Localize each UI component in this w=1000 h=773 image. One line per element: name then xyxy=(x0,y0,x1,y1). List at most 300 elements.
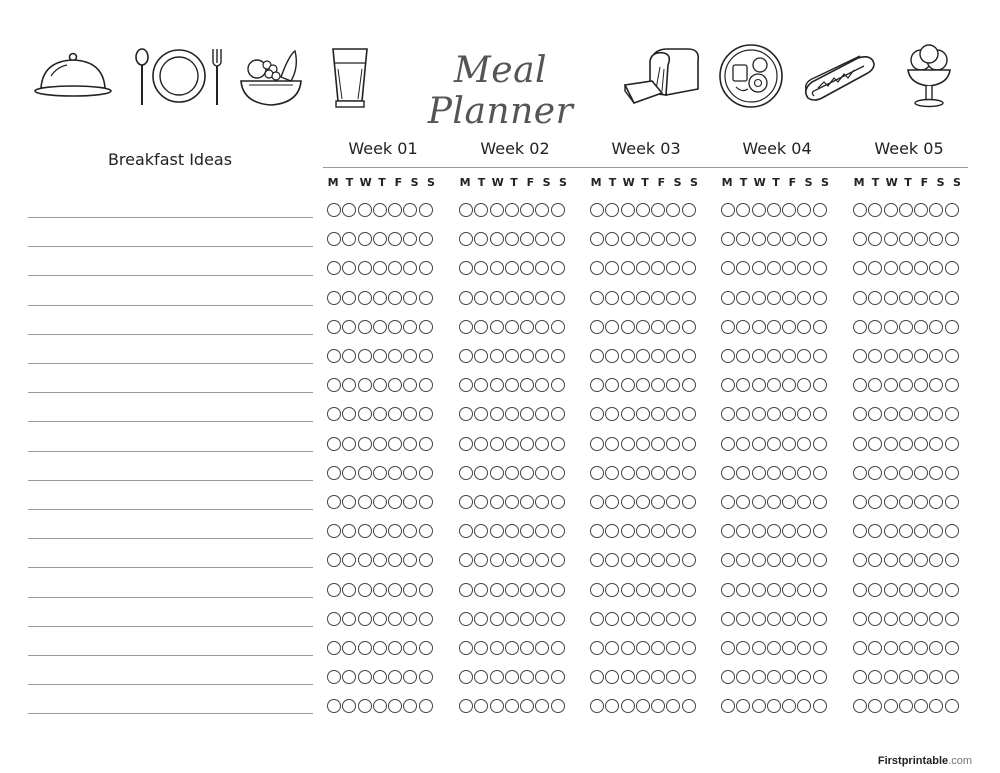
day-checkbox[interactable] xyxy=(551,524,565,538)
day-checkbox[interactable] xyxy=(459,524,473,538)
day-checkbox[interactable] xyxy=(651,203,665,217)
day-checkbox[interactable] xyxy=(899,524,913,538)
day-checkbox[interactable] xyxy=(459,583,473,597)
day-checkbox[interactable] xyxy=(899,203,913,217)
day-checkbox[interactable] xyxy=(899,670,913,684)
day-checkbox[interactable] xyxy=(914,378,928,392)
day-checkbox[interactable] xyxy=(929,437,943,451)
day-checkbox[interactable] xyxy=(373,407,387,421)
day-checkbox[interactable] xyxy=(403,612,417,626)
day-checkbox[interactable] xyxy=(490,407,504,421)
day-checkbox[interactable] xyxy=(590,641,604,655)
day-checkbox[interactable] xyxy=(327,378,341,392)
writing-line[interactable] xyxy=(28,509,313,510)
writing-line[interactable] xyxy=(28,421,313,422)
day-checkbox[interactable] xyxy=(535,641,549,655)
day-checkbox[interactable] xyxy=(403,203,417,217)
day-checkbox[interactable] xyxy=(636,641,650,655)
day-checkbox[interactable] xyxy=(666,291,680,305)
day-checkbox[interactable] xyxy=(327,553,341,567)
day-checkbox[interactable] xyxy=(505,466,519,480)
day-checkbox[interactable] xyxy=(797,232,811,246)
day-checkbox[interactable] xyxy=(767,612,781,626)
day-checkbox[interactable] xyxy=(682,612,696,626)
day-checkbox[interactable] xyxy=(388,612,402,626)
day-checkbox[interactable] xyxy=(520,466,534,480)
day-checkbox[interactable] xyxy=(666,349,680,363)
day-checkbox[interactable] xyxy=(884,466,898,480)
writing-line[interactable] xyxy=(28,275,313,276)
day-checkbox[interactable] xyxy=(721,466,735,480)
day-checkbox[interactable] xyxy=(721,524,735,538)
day-checkbox[interactable] xyxy=(490,437,504,451)
day-checkbox[interactable] xyxy=(474,407,488,421)
day-checkbox[interactable] xyxy=(914,291,928,305)
day-checkbox[interactable] xyxy=(721,378,735,392)
day-checkbox[interactable] xyxy=(605,553,619,567)
day-checkbox[interactable] xyxy=(590,583,604,597)
day-checkbox[interactable] xyxy=(868,407,882,421)
day-checkbox[interactable] xyxy=(342,349,356,363)
day-checkbox[interactable] xyxy=(358,349,372,363)
day-checkbox[interactable] xyxy=(590,524,604,538)
day-checkbox[interactable] xyxy=(782,495,796,509)
day-checkbox[interactable] xyxy=(813,232,827,246)
day-checkbox[interactable] xyxy=(666,261,680,275)
day-checkbox[interactable] xyxy=(884,641,898,655)
day-checkbox[interactable] xyxy=(782,232,796,246)
day-checkbox[interactable] xyxy=(636,261,650,275)
day-checkbox[interactable] xyxy=(752,641,766,655)
day-checkbox[interactable] xyxy=(474,232,488,246)
day-checkbox[interactable] xyxy=(621,291,635,305)
day-checkbox[interactable] xyxy=(605,612,619,626)
day-checkbox[interactable] xyxy=(721,349,735,363)
day-checkbox[interactable] xyxy=(459,261,473,275)
day-checkbox[interactable] xyxy=(590,203,604,217)
day-checkbox[interactable] xyxy=(535,349,549,363)
day-checkbox[interactable] xyxy=(782,349,796,363)
day-checkbox[interactable] xyxy=(782,407,796,421)
day-checkbox[interactable] xyxy=(721,612,735,626)
day-checkbox[interactable] xyxy=(551,612,565,626)
day-checkbox[interactable] xyxy=(752,407,766,421)
day-checkbox[interactable] xyxy=(736,612,750,626)
day-checkbox[interactable] xyxy=(419,378,433,392)
day-checkbox[interactable] xyxy=(490,495,504,509)
day-checkbox[interactable] xyxy=(782,524,796,538)
day-checkbox[interactable] xyxy=(551,699,565,713)
day-checkbox[interactable] xyxy=(752,291,766,305)
day-checkbox[interactable] xyxy=(520,699,534,713)
day-checkbox[interactable] xyxy=(899,495,913,509)
day-checkbox[interactable] xyxy=(813,437,827,451)
day-checkbox[interactable] xyxy=(797,291,811,305)
day-checkbox[interactable] xyxy=(590,437,604,451)
day-checkbox[interactable] xyxy=(752,699,766,713)
day-checkbox[interactable] xyxy=(459,670,473,684)
day-checkbox[interactable] xyxy=(914,524,928,538)
day-checkbox[interactable] xyxy=(551,407,565,421)
day-checkbox[interactable] xyxy=(342,261,356,275)
day-checkbox[interactable] xyxy=(535,524,549,538)
day-checkbox[interactable] xyxy=(945,320,959,334)
day-checkbox[interactable] xyxy=(651,349,665,363)
day-checkbox[interactable] xyxy=(621,378,635,392)
day-checkbox[interactable] xyxy=(721,261,735,275)
day-checkbox[interactable] xyxy=(868,203,882,217)
day-checkbox[interactable] xyxy=(884,203,898,217)
day-checkbox[interactable] xyxy=(914,320,928,334)
day-checkbox[interactable] xyxy=(551,203,565,217)
day-checkbox[interactable] xyxy=(327,524,341,538)
day-checkbox[interactable] xyxy=(736,466,750,480)
day-checkbox[interactable] xyxy=(813,466,827,480)
day-checkbox[interactable] xyxy=(868,232,882,246)
day-checkbox[interactable] xyxy=(899,466,913,480)
day-checkbox[interactable] xyxy=(419,320,433,334)
day-checkbox[interactable] xyxy=(419,261,433,275)
writing-line[interactable] xyxy=(28,538,313,539)
day-checkbox[interactable] xyxy=(651,641,665,655)
day-checkbox[interactable] xyxy=(899,699,913,713)
day-checkbox[interactable] xyxy=(459,612,473,626)
day-checkbox[interactable] xyxy=(551,378,565,392)
day-checkbox[interactable] xyxy=(736,699,750,713)
day-checkbox[interactable] xyxy=(899,583,913,597)
day-checkbox[interactable] xyxy=(403,291,417,305)
day-checkbox[interactable] xyxy=(388,670,402,684)
day-checkbox[interactable] xyxy=(666,203,680,217)
day-checkbox[interactable] xyxy=(797,466,811,480)
day-checkbox[interactable] xyxy=(520,378,534,392)
day-checkbox[interactable] xyxy=(666,612,680,626)
day-checkbox[interactable] xyxy=(945,349,959,363)
day-checkbox[interactable] xyxy=(505,437,519,451)
day-checkbox[interactable] xyxy=(505,291,519,305)
day-checkbox[interactable] xyxy=(767,495,781,509)
day-checkbox[interactable] xyxy=(551,553,565,567)
day-checkbox[interactable] xyxy=(797,378,811,392)
day-checkbox[interactable] xyxy=(474,670,488,684)
day-checkbox[interactable] xyxy=(342,203,356,217)
day-checkbox[interactable] xyxy=(782,583,796,597)
day-checkbox[interactable] xyxy=(342,407,356,421)
day-checkbox[interactable] xyxy=(797,261,811,275)
day-checkbox[interactable] xyxy=(419,495,433,509)
day-checkbox[interactable] xyxy=(342,320,356,334)
day-checkbox[interactable] xyxy=(327,437,341,451)
day-checkbox[interactable] xyxy=(358,583,372,597)
day-checkbox[interactable] xyxy=(327,641,341,655)
day-checkbox[interactable] xyxy=(736,641,750,655)
day-checkbox[interactable] xyxy=(797,495,811,509)
day-checkbox[interactable] xyxy=(736,378,750,392)
day-checkbox[interactable] xyxy=(590,378,604,392)
day-checkbox[interactable] xyxy=(682,407,696,421)
day-checkbox[interactable] xyxy=(914,437,928,451)
day-checkbox[interactable] xyxy=(767,583,781,597)
day-checkbox[interactable] xyxy=(590,699,604,713)
day-checkbox[interactable] xyxy=(721,320,735,334)
day-checkbox[interactable] xyxy=(752,553,766,567)
day-checkbox[interactable] xyxy=(605,349,619,363)
day-checkbox[interactable] xyxy=(490,320,504,334)
day-checkbox[interactable] xyxy=(373,612,387,626)
day-checkbox[interactable] xyxy=(621,641,635,655)
day-checkbox[interactable] xyxy=(474,291,488,305)
day-checkbox[interactable] xyxy=(520,320,534,334)
day-checkbox[interactable] xyxy=(327,495,341,509)
writing-line[interactable] xyxy=(28,451,313,452)
day-checkbox[interactable] xyxy=(590,407,604,421)
day-checkbox[interactable] xyxy=(459,641,473,655)
day-checkbox[interactable] xyxy=(590,291,604,305)
day-checkbox[interactable] xyxy=(651,699,665,713)
day-checkbox[interactable] xyxy=(605,291,619,305)
day-checkbox[interactable] xyxy=(621,349,635,363)
day-checkbox[interactable] xyxy=(914,670,928,684)
day-checkbox[interactable] xyxy=(490,612,504,626)
day-checkbox[interactable] xyxy=(813,612,827,626)
day-checkbox[interactable] xyxy=(636,437,650,451)
day-checkbox[interactable] xyxy=(651,232,665,246)
day-checkbox[interactable] xyxy=(342,437,356,451)
writing-line[interactable] xyxy=(28,217,313,218)
day-checkbox[interactable] xyxy=(474,495,488,509)
day-checkbox[interactable] xyxy=(813,349,827,363)
day-checkbox[interactable] xyxy=(651,612,665,626)
day-checkbox[interactable] xyxy=(853,699,867,713)
day-checkbox[interactable] xyxy=(636,583,650,597)
day-checkbox[interactable] xyxy=(797,670,811,684)
day-checkbox[interactable] xyxy=(868,495,882,509)
day-checkbox[interactable] xyxy=(853,670,867,684)
day-checkbox[interactable] xyxy=(782,641,796,655)
day-checkbox[interactable] xyxy=(767,378,781,392)
day-checkbox[interactable] xyxy=(419,437,433,451)
day-checkbox[interactable] xyxy=(342,612,356,626)
day-checkbox[interactable] xyxy=(853,203,867,217)
day-checkbox[interactable] xyxy=(605,699,619,713)
day-checkbox[interactable] xyxy=(327,232,341,246)
day-checkbox[interactable] xyxy=(868,378,882,392)
day-checkbox[interactable] xyxy=(651,553,665,567)
day-checkbox[interactable] xyxy=(868,320,882,334)
day-checkbox[interactable] xyxy=(505,524,519,538)
day-checkbox[interactable] xyxy=(520,203,534,217)
day-checkbox[interactable] xyxy=(767,437,781,451)
day-checkbox[interactable] xyxy=(721,291,735,305)
day-checkbox[interactable] xyxy=(358,699,372,713)
day-checkbox[interactable] xyxy=(403,378,417,392)
day-checkbox[interactable] xyxy=(535,320,549,334)
day-checkbox[interactable] xyxy=(945,378,959,392)
day-checkbox[interactable] xyxy=(459,466,473,480)
day-checkbox[interactable] xyxy=(868,466,882,480)
day-checkbox[interactable] xyxy=(327,349,341,363)
day-checkbox[interactable] xyxy=(490,670,504,684)
day-checkbox[interactable] xyxy=(914,349,928,363)
day-checkbox[interactable] xyxy=(752,583,766,597)
day-checkbox[interactable] xyxy=(358,466,372,480)
day-checkbox[interactable] xyxy=(636,699,650,713)
day-checkbox[interactable] xyxy=(590,553,604,567)
day-checkbox[interactable] xyxy=(403,232,417,246)
day-checkbox[interactable] xyxy=(813,495,827,509)
day-checkbox[interactable] xyxy=(388,261,402,275)
day-checkbox[interactable] xyxy=(797,641,811,655)
day-checkbox[interactable] xyxy=(505,553,519,567)
day-checkbox[interactable] xyxy=(358,553,372,567)
day-checkbox[interactable] xyxy=(884,612,898,626)
writing-line[interactable] xyxy=(28,655,313,656)
day-checkbox[interactable] xyxy=(682,699,696,713)
day-checkbox[interactable] xyxy=(590,670,604,684)
day-checkbox[interactable] xyxy=(459,378,473,392)
day-checkbox[interactable] xyxy=(342,495,356,509)
day-checkbox[interactable] xyxy=(590,495,604,509)
day-checkbox[interactable] xyxy=(342,524,356,538)
day-checkbox[interactable] xyxy=(899,349,913,363)
day-checkbox[interactable] xyxy=(373,583,387,597)
day-checkbox[interactable] xyxy=(797,407,811,421)
day-checkbox[interactable] xyxy=(474,524,488,538)
day-checkbox[interactable] xyxy=(868,641,882,655)
day-checkbox[interactable] xyxy=(782,612,796,626)
day-checkbox[interactable] xyxy=(474,437,488,451)
day-checkbox[interactable] xyxy=(945,670,959,684)
writing-line[interactable] xyxy=(28,597,313,598)
day-checkbox[interactable] xyxy=(929,495,943,509)
day-checkbox[interactable] xyxy=(535,699,549,713)
day-checkbox[interactable] xyxy=(929,407,943,421)
day-checkbox[interactable] xyxy=(419,203,433,217)
day-checkbox[interactable] xyxy=(914,699,928,713)
day-checkbox[interactable] xyxy=(914,583,928,597)
day-checkbox[interactable] xyxy=(605,524,619,538)
day-checkbox[interactable] xyxy=(884,291,898,305)
day-checkbox[interactable] xyxy=(682,495,696,509)
day-checkbox[interactable] xyxy=(736,349,750,363)
day-checkbox[interactable] xyxy=(520,524,534,538)
day-checkbox[interactable] xyxy=(853,349,867,363)
day-checkbox[interactable] xyxy=(782,553,796,567)
day-checkbox[interactable] xyxy=(358,378,372,392)
day-checkbox[interactable] xyxy=(945,612,959,626)
day-checkbox[interactable] xyxy=(403,524,417,538)
day-checkbox[interactable] xyxy=(853,495,867,509)
day-checkbox[interactable] xyxy=(884,437,898,451)
day-checkbox[interactable] xyxy=(651,524,665,538)
day-checkbox[interactable] xyxy=(945,261,959,275)
day-checkbox[interactable] xyxy=(752,203,766,217)
day-checkbox[interactable] xyxy=(358,320,372,334)
day-checkbox[interactable] xyxy=(899,407,913,421)
day-checkbox[interactable] xyxy=(474,553,488,567)
day-checkbox[interactable] xyxy=(490,203,504,217)
day-checkbox[interactable] xyxy=(505,261,519,275)
day-checkbox[interactable] xyxy=(767,553,781,567)
day-checkbox[interactable] xyxy=(358,291,372,305)
day-checkbox[interactable] xyxy=(666,583,680,597)
day-checkbox[interactable] xyxy=(813,203,827,217)
day-checkbox[interactable] xyxy=(853,407,867,421)
day-checkbox[interactable] xyxy=(752,261,766,275)
day-checkbox[interactable] xyxy=(551,232,565,246)
day-checkbox[interactable] xyxy=(459,349,473,363)
day-checkbox[interactable] xyxy=(419,466,433,480)
day-checkbox[interactable] xyxy=(945,583,959,597)
day-checkbox[interactable] xyxy=(327,291,341,305)
day-checkbox[interactable] xyxy=(520,407,534,421)
day-checkbox[interactable] xyxy=(736,553,750,567)
day-checkbox[interactable] xyxy=(797,349,811,363)
day-checkbox[interactable] xyxy=(490,232,504,246)
day-checkbox[interactable] xyxy=(682,203,696,217)
day-checkbox[interactable] xyxy=(813,524,827,538)
day-checkbox[interactable] xyxy=(813,261,827,275)
day-checkbox[interactable] xyxy=(505,612,519,626)
day-checkbox[interactable] xyxy=(736,232,750,246)
day-checkbox[interactable] xyxy=(797,553,811,567)
day-checkbox[interactable] xyxy=(419,232,433,246)
day-checkbox[interactable] xyxy=(636,495,650,509)
day-checkbox[interactable] xyxy=(520,670,534,684)
day-checkbox[interactable] xyxy=(621,261,635,275)
day-checkbox[interactable] xyxy=(590,612,604,626)
day-checkbox[interactable] xyxy=(490,583,504,597)
day-checkbox[interactable] xyxy=(721,437,735,451)
day-checkbox[interactable] xyxy=(358,261,372,275)
day-checkbox[interactable] xyxy=(621,232,635,246)
day-checkbox[interactable] xyxy=(590,320,604,334)
day-checkbox[interactable] xyxy=(459,495,473,509)
day-checkbox[interactable] xyxy=(403,583,417,597)
day-checkbox[interactable] xyxy=(666,407,680,421)
day-checkbox[interactable] xyxy=(767,524,781,538)
day-checkbox[interactable] xyxy=(929,378,943,392)
day-checkbox[interactable] xyxy=(868,553,882,567)
day-checkbox[interactable] xyxy=(636,466,650,480)
day-checkbox[interactable] xyxy=(342,553,356,567)
day-checkbox[interactable] xyxy=(605,466,619,480)
writing-line[interactable] xyxy=(28,713,313,714)
day-checkbox[interactable] xyxy=(358,524,372,538)
day-checkbox[interactable] xyxy=(929,291,943,305)
day-checkbox[interactable] xyxy=(535,583,549,597)
day-checkbox[interactable] xyxy=(929,203,943,217)
day-checkbox[interactable] xyxy=(666,378,680,392)
day-checkbox[interactable] xyxy=(682,524,696,538)
day-checkbox[interactable] xyxy=(621,203,635,217)
day-checkbox[interactable] xyxy=(490,261,504,275)
day-checkbox[interactable] xyxy=(327,670,341,684)
day-checkbox[interactable] xyxy=(373,378,387,392)
day-checkbox[interactable] xyxy=(666,670,680,684)
day-checkbox[interactable] xyxy=(388,232,402,246)
day-checkbox[interactable] xyxy=(551,349,565,363)
day-checkbox[interactable] xyxy=(358,612,372,626)
day-checkbox[interactable] xyxy=(605,495,619,509)
day-checkbox[interactable] xyxy=(388,203,402,217)
day-checkbox[interactable] xyxy=(945,524,959,538)
day-checkbox[interactable] xyxy=(899,641,913,655)
day-checkbox[interactable] xyxy=(884,699,898,713)
day-checkbox[interactable] xyxy=(551,291,565,305)
day-checkbox[interactable] xyxy=(474,641,488,655)
day-checkbox[interactable] xyxy=(636,378,650,392)
